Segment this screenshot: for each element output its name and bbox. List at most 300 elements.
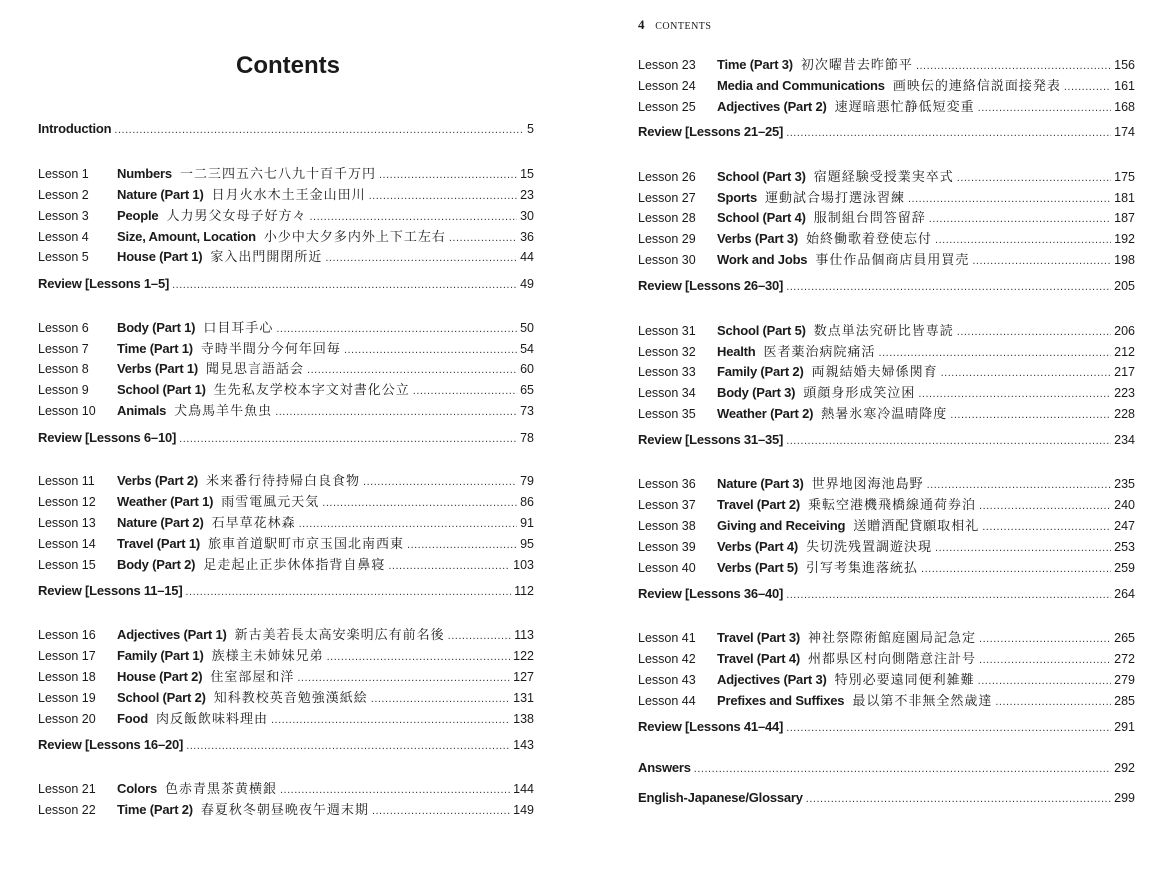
lesson-number: Lesson 22 <box>38 803 96 817</box>
lesson-number: Lesson 38 <box>638 519 696 533</box>
entry-title: Travel (Part 4) <box>717 651 800 666</box>
entry-page-number: 265 <box>1114 631 1135 645</box>
dot-leader <box>786 435 1111 447</box>
toc-lesson-entry <box>38 491 534 508</box>
entry-kanji: 族様主未姉妹兄弟 <box>211 649 324 664</box>
toc-lesson-entry <box>638 96 1135 113</box>
entry-title: Time (Part 1) <box>117 341 193 356</box>
entry-kanji: 州都県区村向側階意注計号 <box>808 652 977 667</box>
entry-kanji: 最以第不非無全然歳達 <box>852 694 993 709</box>
entry-page-number: 161 <box>1114 79 1135 93</box>
entry-kanji: 熱暑氷寒冷温晴降度 <box>821 407 948 422</box>
entry-kanji: 失切洗残置調遊決現 <box>806 540 933 555</box>
toc-section-entry <box>638 586 1135 603</box>
entry-page-number: 5 <box>527 122 534 136</box>
dot-leader <box>982 521 1111 533</box>
toc-lesson-entry <box>638 382 1135 399</box>
toc-lesson-entry <box>638 669 1135 686</box>
toc-lesson-entry <box>38 226 534 243</box>
entry-kanji: 聞見思言語話会 <box>206 362 305 377</box>
entry-page-number: 272 <box>1114 652 1135 666</box>
entry-title: Review [Lessons 1–5] <box>38 276 170 291</box>
dot-leader <box>806 793 1111 805</box>
lesson-number: Lesson 8 <box>38 362 89 376</box>
entry-title: School (Part 4) <box>717 210 806 225</box>
entry-title: Colors <box>117 781 157 796</box>
lesson-number: Lesson 31 <box>638 324 696 338</box>
toc-lesson-entry <box>638 648 1135 665</box>
entry-title: Weather (Part 1) <box>117 494 214 509</box>
dot-leader <box>957 326 1111 338</box>
entry-title: Work and Jobs <box>717 252 808 267</box>
lesson-number: Lesson 17 <box>38 649 96 663</box>
entry-title: Weather (Part 2) <box>717 406 814 421</box>
entry-page-number: 138 <box>513 712 534 726</box>
dot-leader <box>957 172 1111 184</box>
toc-section-entry <box>38 737 534 754</box>
entry-kanji: 神社祭際術館庭園局記急定 <box>808 631 977 646</box>
lesson-number: Lesson 36 <box>638 477 696 491</box>
entry-page-number: 206 <box>1114 324 1135 338</box>
entry-title: Nature (Part 2) <box>117 515 204 530</box>
dot-leader <box>327 651 511 663</box>
entry-kanji: 肉反飯飲味料理由 <box>155 712 268 727</box>
dot-leader <box>379 169 517 181</box>
toc-lesson-entry <box>38 470 534 487</box>
entry-title: Verbs (Part 1) <box>117 361 199 376</box>
entry-page-number: 79 <box>520 474 534 488</box>
dot-leader <box>449 232 517 244</box>
toc-lesson-entry <box>38 708 534 725</box>
entry-kanji: 旅車首道駅町市京玉国北南西東 <box>208 537 405 552</box>
entry-title: Verbs (Part 2) <box>117 473 199 488</box>
entry-kanji: 運動試合場打選泳習練 <box>764 191 905 206</box>
entry-title: Food <box>117 711 148 726</box>
entry-title: Review [Lessons 31–35] <box>638 432 784 447</box>
toc-section-entry <box>638 790 1135 807</box>
entry-page-number: 144 <box>513 782 534 796</box>
lesson-number: Lesson 16 <box>38 628 96 642</box>
entry-title: Body (Part 1) <box>117 320 196 335</box>
entry-kanji: 医者薬治病院痛活 <box>763 345 876 360</box>
entry-title: Body (Part 3) <box>717 385 796 400</box>
dot-leader <box>185 586 511 598</box>
entry-title: Sports <box>717 190 757 205</box>
entry-page-number: 292 <box>1114 761 1135 775</box>
dot-leader <box>407 539 517 551</box>
lesson-number: Lesson 3 <box>38 209 89 223</box>
dot-leader <box>448 630 511 642</box>
entry-kanji: 画映伝的連絡信説面接発表 <box>892 79 1061 94</box>
toc-lesson-entry <box>38 358 534 375</box>
entry-kanji: 両親結婚夫婦係関育 <box>811 365 938 380</box>
entry-page-number: 156 <box>1114 58 1135 72</box>
entry-kanji: 足走起止正歩休体指背自鼻寝 <box>203 558 386 573</box>
entry-kanji: 知科教校英音勉強漢紙絵 <box>213 691 368 706</box>
entry-title: House (Part 2) <box>117 669 203 684</box>
entry-page-number: 174 <box>1114 125 1135 139</box>
entry-page-number: 264 <box>1114 587 1135 601</box>
lesson-number: Lesson 15 <box>38 558 96 572</box>
toc-lesson-entry <box>638 557 1135 574</box>
entry-kanji: 人力男父女母子好方々 <box>166 209 307 224</box>
toc-lesson-entry <box>638 494 1135 511</box>
entry-title: Review [Lessons 6–10] <box>38 430 177 445</box>
toc-lesson-entry <box>638 249 1135 266</box>
dot-leader <box>297 672 510 684</box>
toc-lesson-entry <box>638 207 1135 224</box>
lesson-number: Lesson 19 <box>38 691 96 705</box>
entry-kanji: 始終働歌着登使忘付 <box>806 232 933 247</box>
toc-lesson-entry <box>638 627 1135 644</box>
entry-page-number: 223 <box>1114 386 1135 400</box>
entry-page-number: 91 <box>520 516 534 530</box>
entry-page-number: 143 <box>513 738 534 752</box>
lesson-number: Lesson 26 <box>638 170 696 184</box>
entry-kanji: 小少中大夕多内外上下工左右 <box>263 230 446 245</box>
entry-title: Media and Communications <box>717 78 885 93</box>
toc-section-entry <box>638 278 1135 295</box>
entry-title: Adjectives (Part 3) <box>717 672 827 687</box>
toc-section-entry <box>38 430 534 447</box>
lesson-number: Lesson 34 <box>638 386 696 400</box>
dot-leader <box>1064 81 1111 93</box>
entry-title: Review [Lessons 16–20] <box>38 737 184 752</box>
entry-title: School (Part 3) <box>717 169 806 184</box>
dot-leader <box>950 409 1111 421</box>
entry-title: People <box>117 208 159 223</box>
entry-title: Nature (Part 3) <box>717 476 804 491</box>
entry-kanji: 服制組台問答留辞 <box>813 211 926 226</box>
lesson-number: Lesson 11 <box>38 474 95 488</box>
entry-page-number: 23 <box>520 188 534 202</box>
entry-page-number: 175 <box>1114 170 1135 184</box>
entry-page-number: 240 <box>1114 498 1135 512</box>
entry-title: English-Japanese/Glossary <box>638 790 803 805</box>
entry-title: Review [Lessons 41–44] <box>638 719 784 734</box>
entry-title: Verbs (Part 5) <box>717 560 799 575</box>
entry-page-number: 122 <box>513 649 534 663</box>
entry-kanji: 頭顔身形成笑泣困 <box>803 386 916 401</box>
toc-lesson-entry <box>38 533 534 550</box>
entry-title: Family (Part 2) <box>717 364 804 379</box>
toc-lesson-entry <box>38 512 534 529</box>
dot-leader <box>299 518 517 530</box>
toc-lesson-entry <box>38 379 534 396</box>
entry-title: Adjectives (Part 2) <box>717 99 827 114</box>
entry-title: Introduction <box>38 121 112 136</box>
dot-leader <box>179 433 517 445</box>
entry-title: Giving and Receiving <box>717 518 846 533</box>
toc-lesson-entry <box>638 473 1135 490</box>
entry-page-number: 247 <box>1114 519 1135 533</box>
entry-title: Verbs (Part 3) <box>717 231 799 246</box>
entry-kanji: 住室部屋和洋 <box>210 670 295 685</box>
dot-leader <box>325 252 517 264</box>
lesson-number: Lesson 10 <box>38 404 96 418</box>
lesson-number: Lesson 12 <box>38 495 96 509</box>
lesson-number: Lesson 18 <box>38 670 96 684</box>
toc-lesson-entry <box>638 341 1135 358</box>
toc-section-entry <box>638 124 1135 141</box>
entry-kanji: 特別必要遠同便利雑難 <box>834 673 975 688</box>
lesson-number: Lesson 13 <box>38 516 96 530</box>
dot-leader <box>372 805 510 817</box>
entry-title: School (Part 1) <box>117 382 206 397</box>
entry-page-number: 149 <box>513 803 534 817</box>
toc-lesson-entry <box>38 687 534 704</box>
entry-page-number: 217 <box>1114 365 1135 379</box>
entry-title: Family (Part 1) <box>117 648 204 663</box>
running-title: CONTENTS <box>655 21 712 32</box>
dot-leader <box>786 589 1111 601</box>
dot-leader <box>114 124 524 136</box>
lesson-number: Lesson 37 <box>638 498 696 512</box>
running-head <box>638 17 711 33</box>
lesson-number: Lesson 42 <box>638 652 696 666</box>
entry-page-number: 36 <box>520 230 534 244</box>
toc-lesson-entry <box>38 338 534 355</box>
entry-kanji: 雨雪電風元天気 <box>221 495 320 510</box>
entry-kanji: 乗転空港機飛橋線通荷券泊 <box>808 498 977 513</box>
dot-leader <box>307 364 517 376</box>
toc-lesson-entry <box>38 400 534 417</box>
lesson-number: Lesson 9 <box>38 383 89 397</box>
entry-title: Review [Lessons 36–40] <box>638 586 784 601</box>
toc-lesson-entry <box>638 320 1135 337</box>
entry-title: Animals <box>117 403 167 418</box>
lesson-number: Lesson 43 <box>638 673 696 687</box>
entry-page-number: 234 <box>1114 433 1135 447</box>
entry-kanji: 色赤青黒茶黄横銀 <box>164 782 277 797</box>
lesson-number: Lesson 41 <box>638 631 696 645</box>
lesson-number: Lesson 39 <box>638 540 696 554</box>
lesson-number: Lesson 4 <box>38 230 89 244</box>
lesson-number: Lesson 30 <box>638 253 696 267</box>
entry-page-number: 86 <box>520 495 534 509</box>
toc-lesson-entry <box>38 163 534 180</box>
toc-lesson-entry <box>638 515 1135 532</box>
toc-lesson-entry <box>38 246 534 263</box>
entry-page-number: 54 <box>520 342 534 356</box>
lesson-number: Lesson 27 <box>638 191 696 205</box>
entry-page-number: 30 <box>520 209 534 223</box>
entry-kanji: 生先私友学校本字文対書化公立 <box>213 383 410 398</box>
toc-lesson-entry <box>38 799 534 816</box>
dot-leader <box>786 127 1111 139</box>
toc-lesson-entry <box>38 666 534 683</box>
toc-section-entry <box>38 276 534 293</box>
entry-page-number: 198 <box>1114 253 1135 267</box>
dot-leader <box>929 213 1111 225</box>
toc-lesson-entry <box>638 361 1135 378</box>
entry-page-number: 205 <box>1114 279 1135 293</box>
entry-kanji: 日月火水木土王金山田川 <box>211 188 366 203</box>
lesson-number: Lesson 1 <box>38 167 89 181</box>
lesson-number: Lesson 35 <box>638 407 696 421</box>
entry-kanji: 寺時半間分今何年回毎 <box>200 342 341 357</box>
lesson-number: Lesson 2 <box>38 188 89 202</box>
toc-lesson-entry <box>638 54 1135 71</box>
dot-leader <box>927 479 1112 491</box>
dot-leader <box>918 388 1111 400</box>
entry-kanji: 口目耳手心 <box>203 321 274 336</box>
toc-lesson-entry <box>38 624 534 641</box>
entry-title: Time (Part 2) <box>117 802 193 817</box>
entry-kanji: 新古美若長太高安楽明広有前名後 <box>234 628 445 643</box>
entry-title: Numbers <box>117 166 172 181</box>
entry-title: Nature (Part 1) <box>117 187 204 202</box>
entry-kanji: 速遅暗悪忙静低短変重 <box>834 100 975 115</box>
entry-title: Answers <box>638 760 691 775</box>
entry-page-number: 235 <box>1114 477 1135 491</box>
dot-leader <box>879 347 1112 359</box>
toc-lesson-entry <box>38 205 534 222</box>
lesson-number: Lesson 7 <box>38 342 89 356</box>
entry-page-number: 73 <box>520 404 534 418</box>
dot-leader <box>413 385 517 397</box>
lesson-number: Lesson 24 <box>638 79 696 93</box>
entry-title: Review [Lessons 11–15] <box>38 583 183 598</box>
entry-title: Body (Part 2) <box>117 557 196 572</box>
entry-page-number: 285 <box>1114 694 1135 708</box>
entry-kanji: 数点単法究研比皆専読 <box>813 324 954 339</box>
toc-lesson-entry <box>638 228 1135 245</box>
entry-page-number: 131 <box>513 691 534 705</box>
entry-title: School (Part 2) <box>117 690 206 705</box>
toc-section-entry <box>38 583 534 600</box>
dot-leader <box>172 279 517 291</box>
dot-leader <box>935 234 1111 246</box>
entry-kanji: 初次曜昔去昨節平 <box>800 58 913 73</box>
dot-leader <box>979 500 1111 512</box>
entry-page-number: 253 <box>1114 540 1135 554</box>
dot-leader <box>309 211 517 223</box>
lesson-number: Lesson 14 <box>38 537 96 551</box>
toc-lesson-entry <box>638 166 1135 183</box>
entry-page-number: 65 <box>520 383 534 397</box>
entry-kanji: 春夏秋冬朝昼晩夜午週末期 <box>200 803 369 818</box>
toc-section-entry <box>38 121 534 138</box>
dot-leader <box>280 784 510 796</box>
lesson-number: Lesson 20 <box>38 712 96 726</box>
toc-section-entry <box>638 719 1135 736</box>
entry-kanji: 石早草花林森 <box>211 516 296 531</box>
entry-title: Time (Part 3) <box>717 57 793 72</box>
entry-title: Travel (Part 2) <box>717 497 800 512</box>
dot-leader <box>363 476 517 488</box>
dot-leader <box>275 406 517 418</box>
dot-leader <box>371 693 510 705</box>
dot-leader <box>979 633 1111 645</box>
dot-leader <box>908 193 1111 205</box>
entry-page-number: 50 <box>520 321 534 335</box>
entry-kanji: 送贈酒配貸願取相礼 <box>853 519 980 534</box>
entry-title: Verbs (Part 4) <box>717 539 799 554</box>
dot-leader <box>935 542 1111 554</box>
entry-title: School (Part 5) <box>717 323 806 338</box>
toc-lesson-entry <box>638 187 1135 204</box>
toc-lesson-entry <box>638 75 1135 92</box>
entry-page-number: 127 <box>513 670 534 684</box>
dot-leader <box>186 740 510 752</box>
toc-lesson-entry <box>38 317 534 334</box>
entry-kanji: 事仕作品個商店員用買売 <box>815 253 970 268</box>
dot-leader <box>271 714 510 726</box>
entry-kanji: 犬鳥馬羊牛魚虫 <box>174 404 273 419</box>
lesson-number: Lesson 40 <box>638 561 696 575</box>
entry-page-number: 228 <box>1114 407 1135 421</box>
dot-leader <box>972 255 1111 267</box>
entry-title: House (Part 1) <box>117 249 203 264</box>
entry-page-number: 60 <box>520 362 534 376</box>
entry-page-number: 44 <box>520 250 534 264</box>
lesson-number: Lesson 6 <box>38 321 89 335</box>
entry-title: Prefixes and Suffixes <box>717 693 845 708</box>
entry-kanji: 家入出門開閉所近 <box>210 250 323 265</box>
lesson-number: Lesson 25 <box>638 100 696 114</box>
entry-title: Adjectives (Part 1) <box>117 627 227 642</box>
entry-title: Review [Lessons 21–25] <box>638 124 784 139</box>
entry-page-number: 168 <box>1114 100 1135 114</box>
dot-leader <box>322 497 517 509</box>
entry-page-number: 279 <box>1114 673 1135 687</box>
dot-leader <box>276 323 517 335</box>
entry-kanji: 一二三四五六七八九十百千万円 <box>179 167 376 182</box>
entry-page-number: 78 <box>520 431 534 445</box>
toc-lesson-entry <box>638 690 1135 707</box>
toc-lesson-entry <box>638 403 1135 420</box>
contents-title: Contents <box>236 52 340 79</box>
entry-page-number: 259 <box>1114 561 1135 575</box>
dot-leader <box>916 60 1111 72</box>
dot-leader <box>995 696 1111 708</box>
entry-page-number: 212 <box>1114 345 1135 359</box>
entry-kanji: 世界地図海池島野 <box>811 477 924 492</box>
dot-leader <box>786 281 1111 293</box>
dot-leader <box>921 563 1111 575</box>
entry-kanji: 米来番行待持帰白良食物 <box>206 474 361 489</box>
lesson-number: Lesson 21 <box>38 782 96 796</box>
toc-lesson-entry <box>38 778 534 795</box>
dot-leader <box>388 560 510 572</box>
lesson-number: Lesson 5 <box>38 250 89 264</box>
toc-section-entry <box>638 432 1135 449</box>
lesson-number: Lesson 23 <box>638 58 696 72</box>
entry-page-number: 113 <box>514 628 534 642</box>
entry-kanji: 宿題経験受授業実卒式 <box>813 170 954 185</box>
entry-kanji: 引写考集進落統払 <box>806 561 919 576</box>
dot-leader <box>694 763 1111 775</box>
entry-page-number: 103 <box>513 558 534 572</box>
toc-lesson-entry <box>38 554 534 571</box>
entry-title: Health <box>717 344 756 359</box>
lesson-number: Lesson 28 <box>638 211 696 225</box>
dot-leader <box>979 654 1111 666</box>
lesson-number: Lesson 29 <box>638 232 696 246</box>
entry-page-number: 192 <box>1114 232 1135 246</box>
lesson-number: Lesson 32 <box>638 345 696 359</box>
toc-lesson-entry <box>38 184 534 201</box>
dot-leader <box>941 367 1112 379</box>
entry-page-number: 299 <box>1114 791 1135 805</box>
toc-lesson-entry <box>38 645 534 662</box>
entry-title: Review [Lessons 26–30] <box>638 278 784 293</box>
entry-page-number: 15 <box>520 167 534 181</box>
entry-page-number: 95 <box>520 537 534 551</box>
lesson-number: Lesson 44 <box>638 694 696 708</box>
entry-page-number: 187 <box>1114 211 1135 225</box>
